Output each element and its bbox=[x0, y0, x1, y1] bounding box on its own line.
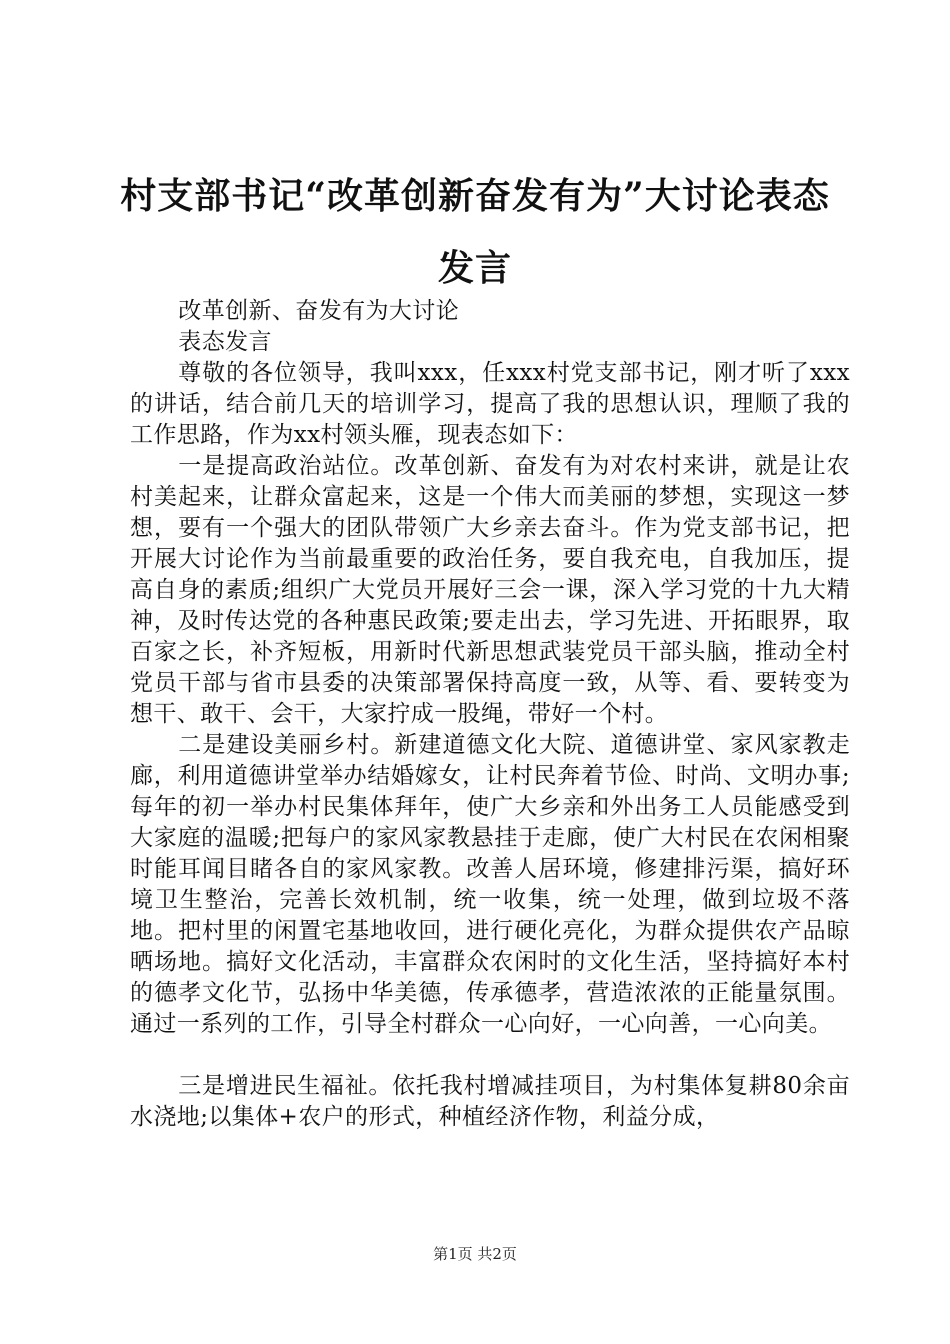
paragraph-intro: 尊敬的各位领导，我叫xxx，任xxx村党支部书记，刚才听了xxx的讲话，结合前几天的培训学习，提高了我的思想认识，理顺了我的工作思路，作为xx村领头雁，现表态如下： bbox=[130, 360, 850, 448]
document-title: 村支部书记“改革创新奋发有为”大讨论表态发言 bbox=[120, 175, 830, 289]
paragraph-point-3: 三是增进民生福祉。依托我村增减挂项目，为村集体复耕80余亩水浇地;以集体+农户的形式，种植经济作物，利益分成， bbox=[130, 1073, 850, 1130]
paragraph-subtitle-2: 表态发言 bbox=[178, 329, 272, 355]
page-footer: 第1页 共2页 bbox=[433, 1245, 517, 1263]
paragraph-point-1: 一是提高政治站位。改革创新、奋发有为对农村来讲，就是让农村美起来，让群众富起来，这是一个伟大而美丽的梦想，实现这一梦想，要有一个强大的团队带领广大乡亲去奋斗。作为党支部书记，把开展大讨论作为当前最重要的政治任务，要自我充电，自我加压，提高自身的素质;组织广大党员开展好三会一课，深入学习党的十九大精神，及时传达党的各种惠民政策;要走出去，学习先进、开拓眼界，取百家之长，补齐短板，用新时代新思想武装党员干部头脑，推动全村党员干部与省市县委的决策部署保持高度一致，从等、看、要转变为想干、敢干、会干，大家拧成一股绳，带好一个村。 bbox=[130, 453, 850, 727]
paragraph-point-2: 二是建设美丽乡村。新建道德文化大院、道德讲堂、家风家教走廊，利用道德讲堂举办结婚嫁女，让村民奔着节俭、时尚、文明办事;每年的初一举办村民集体拜年，使广大乡亲和外出务工人员能感受到大家庭的温暖;把每户的家风家教悬挂于走廊，使广大村民在农闲相聚时能耳闻目睹各自的家风家教。改善人居环境，修建排污渠，搞好环境卫生整治，完善长效机制，统一收集，统一处理，做到垃圾不落地。把村里的闲置宅基地收回，进行硬化亮化，为群众提供农产品晾晒场地。搞好文化活动，丰富群众农闲时的文化生活，坚持搞好本村的德孝文化节，弘扬中华美德，传承德孝，营造浓浓的正能量氛围。通过一系列的工作，引导全村群众一心向好，一心向善，一心向美。 bbox=[130, 732, 850, 1037]
paragraph-subtitle: 改革创新、奋发有为大讨论 bbox=[178, 298, 460, 324]
document-body bbox=[130, 296, 850, 1133]
